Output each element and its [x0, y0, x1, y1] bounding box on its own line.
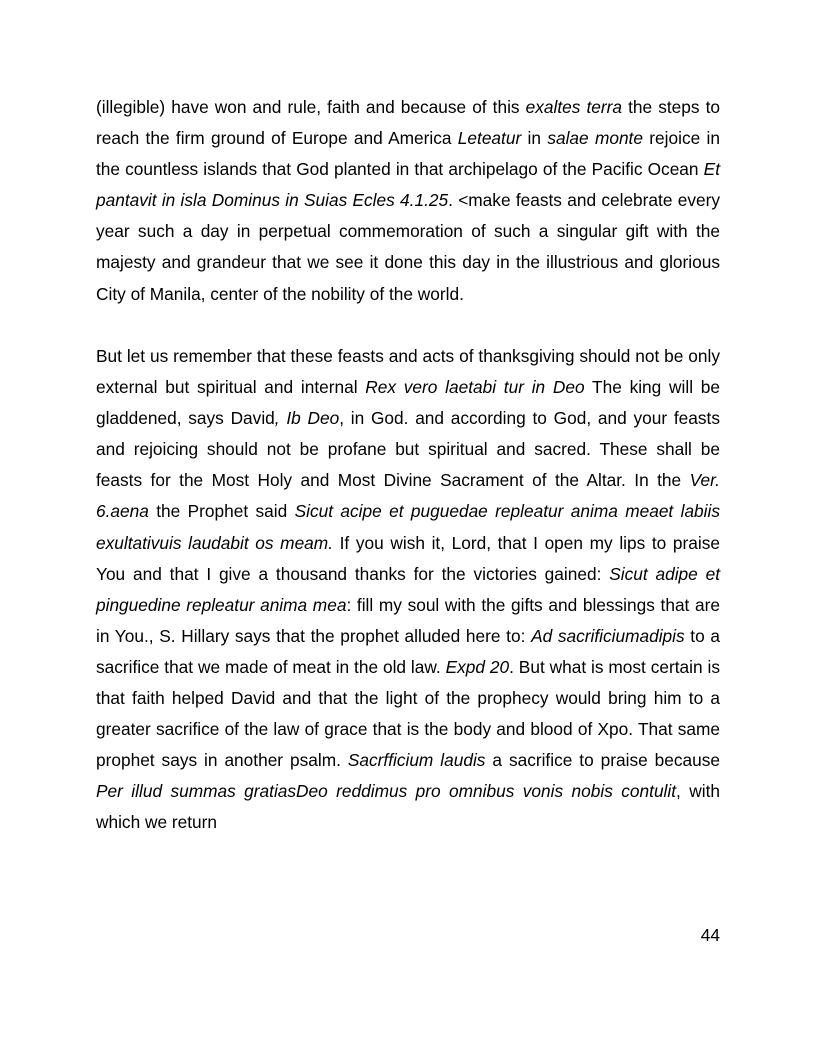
latin-quotation: Ad sacrificiumadipis: [531, 625, 685, 646]
latin-quotation: Per illud summas gratiasDeo reddimus pro omnibus vonis nobis contulit: [96, 781, 677, 802]
text-segment: a sacrifice to praise because: [485, 750, 720, 771]
text-segment: (illegible) have won and rule, faith and because of this: [96, 97, 526, 117]
text-segment: the steps to reach the firm ground of Europe and America: [96, 97, 720, 149]
text-segment: the Prophet said: [148, 501, 295, 522]
text-segment: to a sacrifice that we made of meat in the old law.: [96, 625, 720, 677]
text-segment: . But what is most certain is that faith helped David and that the light of the prophecy would bring him to a greater sacrifice of the law of grace that is the body and blood of Xpo. That same prophet says in another psalm.: [96, 656, 720, 771]
scripture-reference: Ver. 6.aena: [96, 470, 720, 522]
text-segment: If you wish it, Lord, that I open my lips to praise You and that I give a thousand thanks for the victories gained:: [96, 532, 720, 584]
latin-quotation: Sacrfficium laudis: [347, 750, 486, 771]
latin-quotation: Rex vero laetabi tur in Deo: [365, 377, 585, 398]
text-segment: The king will be gladdened, says David: [96, 377, 720, 429]
text-segment: , with which we return: [96, 781, 720, 833]
latin-quotation: Sicut adipe et pinguedine repleatur anima mea: [96, 563, 720, 615]
scripture-reference: Expd 20: [445, 656, 510, 677]
text-segment: , in God. and according to God, and your feasts and rejoicing should not be profane but spiritual and sacred. These shall be feasts for the Most Holy and Most Divine Sacrament of the Altar. In the: [96, 408, 720, 491]
latin-quotation: , Ib Deo: [274, 408, 340, 429]
text-segment: : fill my soul with the gifts and blessings that are in You., S. Hillary says that the prophet alluded here to:: [96, 594, 720, 646]
latin-quotation: Sicut acipe et puguedae repleatur anima meaet labiis exultativuis laudabit os meam.: [96, 501, 720, 553]
body-paragraph-1: [96, 92, 720, 310]
text-segment: But let us remember that these feasts and acts of thanksgiving should not be only external but spiritual and internal: [96, 346, 720, 398]
page-number: 44: [700, 925, 720, 945]
text-segment: in: [521, 128, 548, 149]
body-paragraph-2: [96, 341, 720, 839]
latin-quotation: Et pantavit in isla Dominus in Suias Ecles 4.1.25: [96, 159, 720, 211]
latin-quotation: Leteatur: [457, 128, 522, 149]
text-segment: . <make feasts and celebrate every year such a day in perpetual commemoration of such a singular gift with the majesty and grandeur that we see it done this day in the illustrious and glorious City of Manila, center of the nobility of the world.: [96, 190, 720, 304]
text-segment: rejoice in the countless islands that God planted in that archipelago of the Pacific Ocean: [96, 128, 720, 180]
latin-quotation: salae monte: [547, 128, 643, 149]
latin-quotation: exaltes terra: [525, 97, 623, 117]
